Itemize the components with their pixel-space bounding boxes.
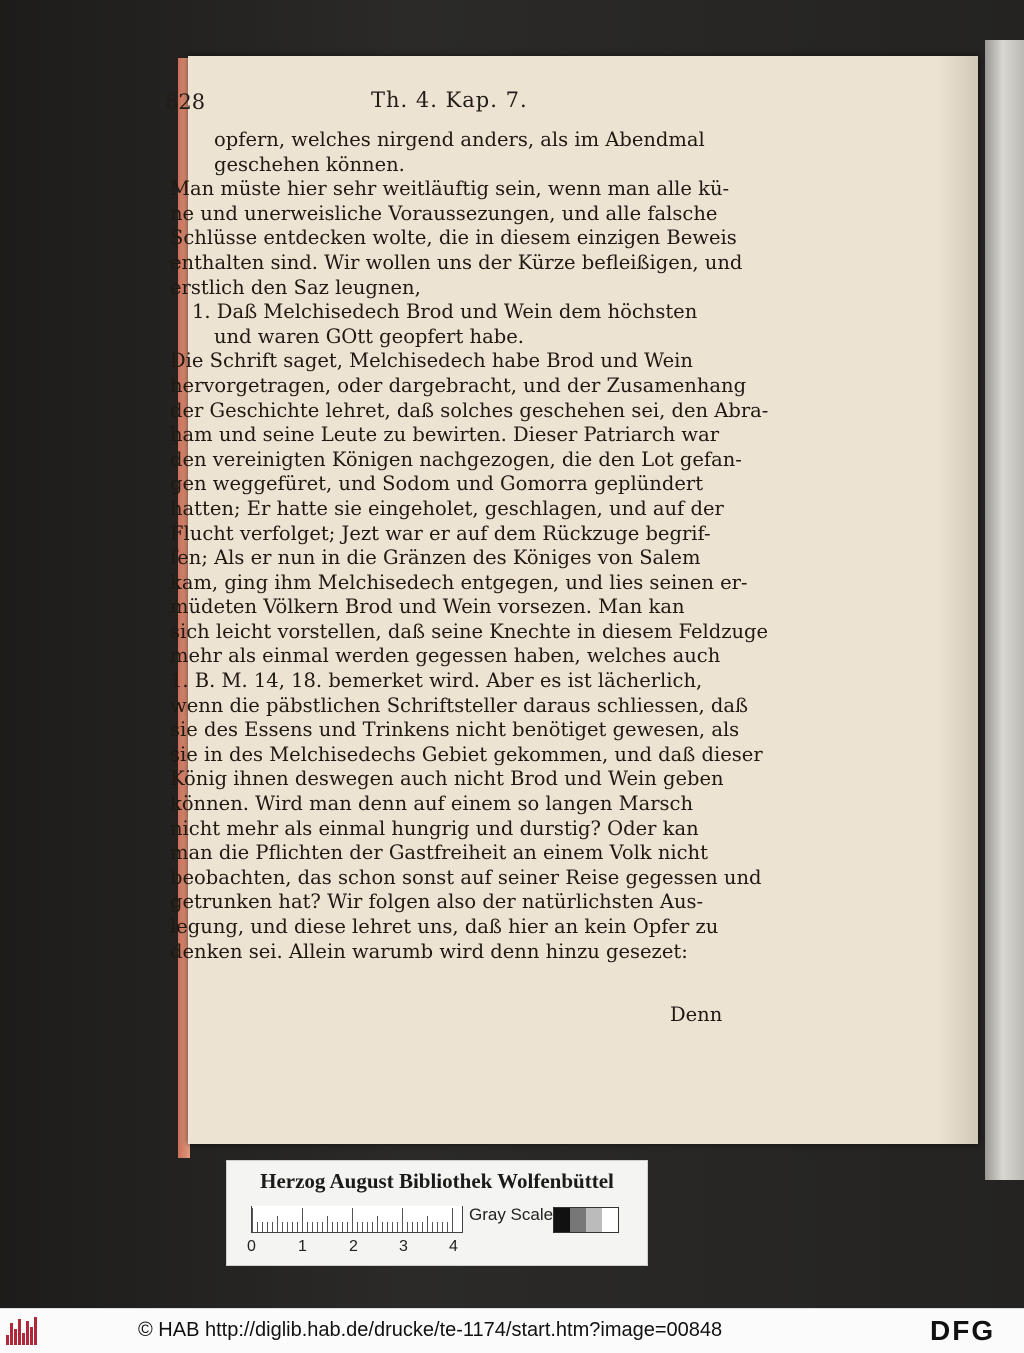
ruler-tick — [397, 1222, 398, 1232]
logo-bar — [6, 1335, 9, 1345]
text-line: enthalten sind. Wir wollen uns der Kürze befleißigen, und — [170, 250, 743, 274]
ruler-label: 4 — [449, 1238, 458, 1255]
gray-swatch — [602, 1208, 618, 1232]
text-line: opfern, welches nirgend anders, als im Abendmal — [214, 128, 705, 151]
ruler-tick — [267, 1222, 268, 1232]
page-text — [170, 128, 769, 964]
footer-bar — [0, 1308, 1024, 1353]
text-line: gen weggefüret, und Sodom und Gomorra geplündert — [170, 472, 704, 496]
running-head — [165, 88, 725, 118]
ruler-tick — [437, 1222, 438, 1232]
ruler-tick — [377, 1216, 378, 1232]
gray-scale-label: Gray Scale — [469, 1205, 554, 1224]
text-line: hervorgetragen, oder dargebracht, und der Zusamenhang — [170, 373, 747, 397]
ruler-label: 2 — [349, 1238, 358, 1255]
ruler-tick — [292, 1222, 293, 1232]
text-line: ham und seine Leute zu bewirten. Dieser Patriarch war — [170, 423, 720, 447]
ruler-tick — [422, 1222, 423, 1232]
logo-bar — [18, 1319, 21, 1345]
ruler-tick — [342, 1222, 343, 1232]
ruler-label: 3 — [399, 1238, 408, 1255]
ruler-tick — [307, 1222, 308, 1232]
ruler-tick — [337, 1222, 338, 1232]
ruler-tick — [327, 1216, 328, 1232]
logo-bar — [14, 1329, 17, 1345]
ruler-tick — [282, 1222, 283, 1232]
text-line: mehr als einmal werden gegessen haben, welches auch — [170, 644, 721, 668]
catchword: Denn — [670, 1003, 723, 1026]
ruler-tick — [412, 1222, 413, 1232]
text-line: und waren GOtt geopfert habe. — [214, 324, 524, 348]
copyright-url[interactable]: © HAB http://diglib.hab.de/drucke/te-1174/start.htm?image=00848 — [138, 1319, 723, 1341]
gray-swatch — [586, 1208, 602, 1232]
text-line: ne und unerweisliche Voraussezungen, und alle falsche — [170, 201, 718, 225]
gray-swatch — [570, 1208, 586, 1232]
ruler-tick — [432, 1222, 433, 1232]
book-spine — [985, 40, 1024, 1180]
ruler-tick — [442, 1222, 443, 1232]
ruler-tick — [362, 1222, 363, 1232]
ruler-tick — [317, 1222, 318, 1232]
text-line: fen; Als er nun in die Gränzen des Königes von Salem — [170, 546, 701, 570]
text-line: wenn die päbstlichen Schriftsteller daraus schliessen, daß — [170, 693, 749, 717]
text-line: der Geschichte lehret, daß solches geschehen sei, den Abra- — [170, 398, 769, 422]
logo-bar — [26, 1321, 29, 1345]
ruler-tick — [322, 1222, 323, 1232]
ruler-tick — [287, 1222, 288, 1232]
dfg-logo[interactable]: DFG — [930, 1315, 996, 1346]
ruler — [251, 1206, 463, 1233]
text-line: sich leicht vorstellen, daß seine Knechte in diesem Feldzuge — [170, 619, 769, 643]
ruler-tick — [312, 1222, 313, 1232]
ruler-tick — [347, 1222, 348, 1232]
text-line: Die Schrift saget, Melchisedech habe Brod und Wein — [170, 349, 693, 373]
ruler-tick — [257, 1222, 258, 1232]
ruler-tick — [297, 1222, 298, 1232]
ruler-tick — [382, 1222, 383, 1232]
ruler-tick — [357, 1222, 358, 1232]
text-line: Schlüsse entdecken wolte, die in diesem einzigen Beweis — [170, 226, 737, 250]
ruler-tick — [452, 1208, 453, 1232]
text-line: den vereinigten Königen nachgezogen, die den Lot gefan- — [170, 447, 742, 471]
logo-bar — [10, 1323, 13, 1345]
text-line: können. Wird man denn auf einem so langen Marsch — [170, 792, 694, 816]
text-line: nicht mehr als einmal hungrig und durstig? Oder kan — [170, 816, 699, 840]
text-line: Flucht verfolget; Jezt war er auf dem Rückzuge begrif- — [170, 521, 711, 545]
text-line: man die Pflichten der Gastfreiheit an einem Volk nicht — [170, 841, 708, 865]
text-line: getrunken hat? Wir folgen also der natürlichsten Aus- — [170, 890, 704, 914]
ruler-tick — [407, 1222, 408, 1232]
ruler-tick — [387, 1222, 388, 1232]
text-line: müdeten Völkern Brod und Wein vorsezen. Man kan — [170, 595, 685, 619]
ruler-tick — [252, 1208, 253, 1232]
logo-bar — [22, 1333, 25, 1345]
text-line: kam, ging ihm Melchisedech entgegen, und lies seinen er- — [170, 570, 748, 594]
hab-logo-icon[interactable] — [6, 1317, 40, 1345]
text-line: denken sei. Allein warumb wird denn hinzu gesezet: — [170, 939, 688, 963]
text-line: sie in des Melchisedechs Gebiet gekommen, und daß dieser — [170, 742, 763, 766]
ruler-tick — [352, 1208, 353, 1232]
text-line: geschehen können. — [214, 152, 405, 176]
text-line: König ihnen deswegen auch nicht Brod und Wein geben — [170, 767, 724, 791]
ruler-tick — [332, 1222, 333, 1232]
gray-swatch — [554, 1208, 570, 1232]
text-line: beobachten, das schon sonst auf seiner Reise gegessen und — [170, 865, 762, 889]
color-calibration-card — [226, 1160, 648, 1266]
gray-scale-swatches — [553, 1207, 619, 1233]
ruler-tick — [277, 1216, 278, 1232]
ruler-label: 0 — [247, 1238, 256, 1255]
ruler-tick — [417, 1222, 418, 1232]
ruler-tick — [367, 1222, 368, 1232]
ruler-label: 1 — [298, 1238, 307, 1255]
text-line: 1. Daß Melchisedech Brod und Wein dem höchsten — [192, 300, 698, 324]
text-line: hatten; Er hatte sie eingeholet, geschlagen, und auf der — [170, 496, 724, 520]
text-line: erstlich den Saz leugnen, — [170, 275, 421, 299]
ruler-tick — [372, 1222, 373, 1232]
logo-bar — [34, 1317, 37, 1345]
page-shadow — [938, 56, 978, 1144]
ruler-tick — [402, 1208, 403, 1232]
ruler-tick — [272, 1222, 273, 1232]
text-line: legung, und diese lehret uns, daß hier an kein Opfer zu — [170, 915, 719, 938]
ruler-tick — [262, 1222, 263, 1232]
text-line: Man müste hier sehr weitläuftig sein, wenn man alle kü- — [170, 177, 730, 201]
logo-bar — [30, 1327, 33, 1345]
library-name: Herzog August Bibliothek Wolfenbüttel — [260, 1169, 614, 1193]
ruler-tick — [447, 1222, 448, 1232]
ruler-tick — [427, 1216, 428, 1232]
ruler-tick — [302, 1208, 303, 1232]
text-line: 1. B. M. 14, 18. bemerket wird. Aber es ist lächerlich, — [170, 669, 703, 693]
text-line: sie des Essens und Trinkens nicht benötiget gewesen, als — [170, 718, 740, 742]
running-head-title: Th. 4. Kap. 7. — [371, 88, 528, 112]
ruler-tick — [392, 1222, 393, 1232]
page-number: 828 — [165, 90, 206, 114]
